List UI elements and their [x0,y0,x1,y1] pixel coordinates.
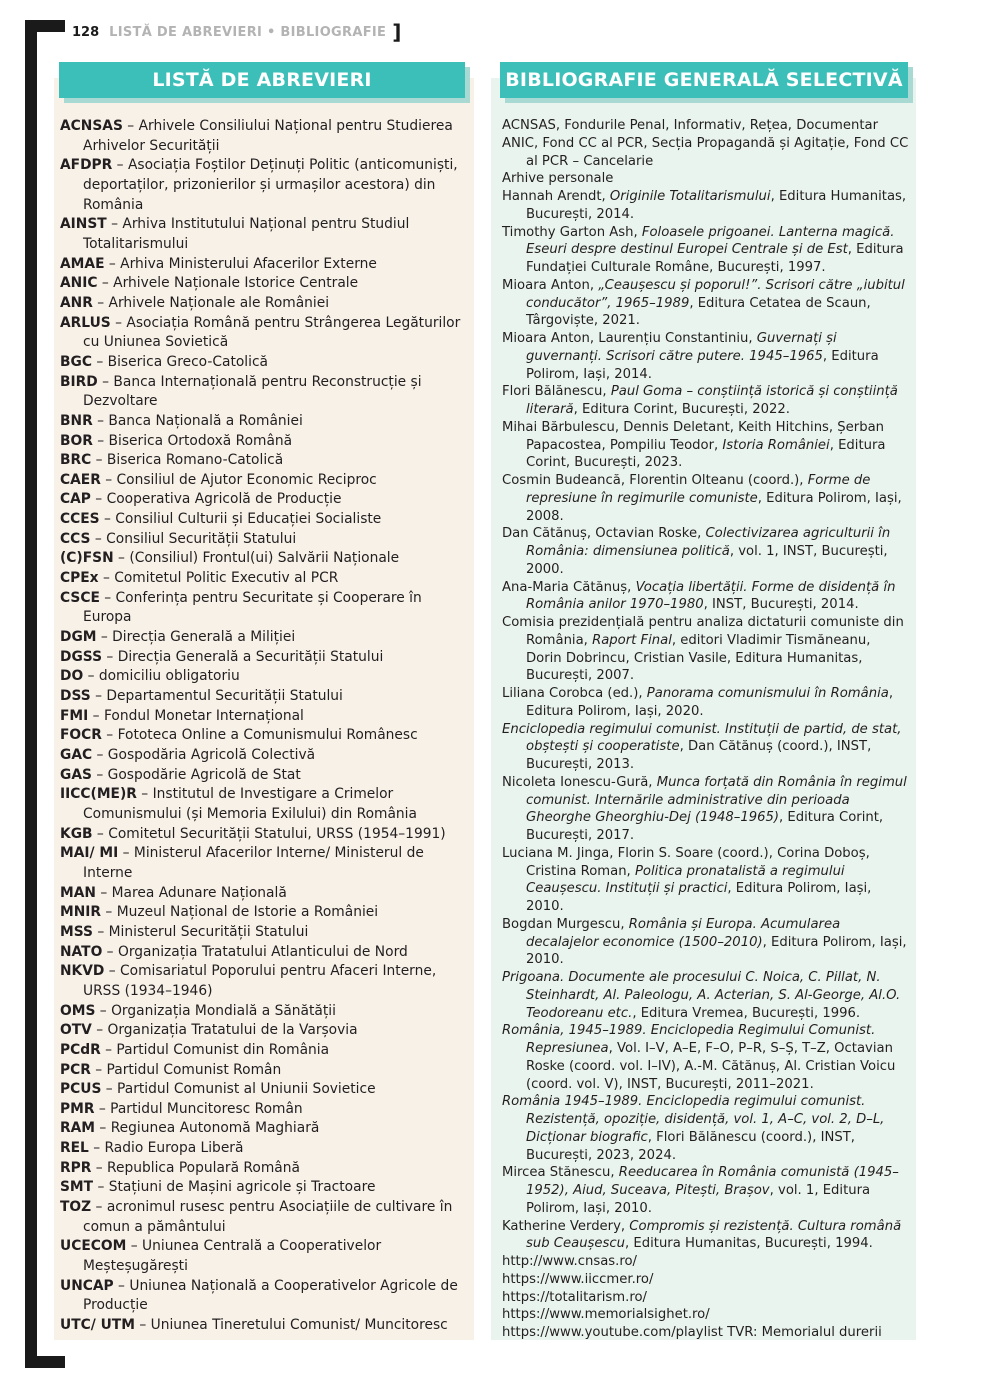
abbreviation-entry [60,962,465,1001]
abbreviation-definition: – Banca Națională a României [92,412,303,429]
abbreviation-code: CPEx [60,570,99,587]
abbreviation-code: PCdR [60,1041,101,1058]
abbreviation-definition: – Uniunea Tineretului Comunist/ Muncitoresc [134,1317,448,1334]
abbreviation-definition: – Organizația Tratatului Atlanticului de Nord [102,943,408,960]
abbreviation-entry [60,530,465,550]
bibliography-text-segment: ANIC, Fond CC al PCR, Secția Propagandă și Agitație, Fond CC al PCR – Cancelarie [502,135,909,169]
abbreviation-code: BRC [60,452,92,469]
abbreviation-code: DSS [60,688,91,705]
abbreviation-code: DGM [60,629,97,646]
bibliography-text-segment: Liliana Corobca (ed.), [502,686,647,701]
abbreviation-definition: – Ministerul Afacerilor Interne/ Ministerul de Interne [83,845,424,881]
abbreviation-entry [60,1080,465,1100]
abbreviation-entry [60,117,465,156]
abbreviation-code: OTV [60,1022,92,1039]
abbreviation-definition: – Partidul Comunist al Uniunii Sovietice [101,1081,376,1098]
abbreviation-entry [60,726,465,746]
bibliography-title-segment: Munca forțată din România în regimul comunist. Internările administrative din perioada Gheorghe Gheorghiu-Dej (1948–1965) [526,774,907,826]
abbreviations-heading: LISTĂ DE ABREVIERI [59,62,465,98]
abbreviation-entry [60,156,465,215]
abbreviation-code: BNR [60,412,93,429]
bibliography-heading: BIBLIOGRAFIE GENERALĂ SELECTIVĂ [500,62,908,98]
abbreviation-definition: – Marea Adunare Națională [95,884,287,901]
abbreviation-code: AFDPR [60,157,113,174]
abbreviation-entry [60,432,465,452]
abbreviation-definition: – Institutul de Investigare a Crimelor Comunismului (și Memoria Exilului) din România [83,786,417,822]
abbreviation-entry [60,1061,465,1081]
abbreviation-entry [60,274,465,294]
bibliography-text-segment: https://www.youtube.com/playlist TVR: Memorialul durerii [502,1325,882,1340]
abbreviation-entry [60,1100,465,1120]
abbreviation-definition: – Cooperativa Agricolă de Producție [90,491,342,508]
bibliography-entry [502,1306,910,1324]
abbreviation-code: GAC [60,747,93,763]
abbreviation-entry [60,844,465,883]
bibliography-text-segment: ACNSAS, Fondurile Penal, Informativ, Rețea, Documentar [502,118,879,133]
bibliography-text-segment: , Editura Corint, București, 2022. [573,402,790,417]
abbreviation-code: BGC [60,353,92,370]
abbreviation-code: FMI [60,707,89,724]
abbreviation-code: OMS [60,1002,96,1019]
abbreviation-definition: – Gospodăria Agricolă Colectivă [92,747,316,763]
page-bracket-bottom [25,1356,65,1368]
abbreviation-definition: – Organizația Tratatului de la Varșovia [91,1022,358,1039]
bibliography-text-segment: , Editura Vremea, București, 1996. [632,1005,861,1021]
bibliography-title-segment: Compromis și rezistență. Cultura română sub Ceaușescu [526,1218,902,1252]
bibliography-title-segment: Enciclopedia regimului comunist. Instituții de partid, de stat, obștești și cooperatiste [502,721,902,755]
abbreviation-code: MAN [60,884,96,901]
abbreviation-code: BOR [60,432,93,449]
bibliography-title-segment: Vocația libertății. Forme de disidență în România anilor 1970–1980 [526,579,896,613]
bibliography-entry [502,1253,910,1271]
abbreviation-entry [60,412,465,432]
bibliography-entry [502,1022,910,1093]
bibliography-text-segment: , Editura Corint, București, 2017. [526,810,884,843]
abbreviation-definition: – Biserica Ortodoxă Română [92,432,293,449]
abbreviation-code: AINST [60,216,107,233]
abbreviation-entry [60,549,465,569]
abbreviation-entry [60,707,465,727]
abbreviation-definition: – Radio Europa Liberă [88,1140,244,1157]
bibliography-text-segment: , Editura Fundației Culturale Române, București, 1997. [526,242,904,275]
abbreviation-entry [60,353,465,373]
abbreviation-definition: – Arhivele Naționale Istorice Centrale [97,275,359,292]
bibliography-text-segment: Arhive personale [502,171,614,187]
abbreviation-entry [60,294,465,314]
abbreviation-entry [60,1316,465,1336]
bibliography-text-segment: , Editura Polirom, Iași, 2014. [526,348,879,382]
abbreviation-definition: – Partidul Muncitoresc Român [94,1100,303,1117]
bibliography-text-segment: , editori Vladimir Tismăneanu, Dorin Dobrincu, Cristian Vasile, Editura Humanitas, București, 2007. [526,632,871,684]
bibliography-entry [502,721,910,774]
bibliography-title-segment: Paul Goma – conștiință istorică și conștiință literară [526,384,898,417]
bibliography-text-segment: , INST, București, 2014. [703,597,859,613]
abbreviation-definition: – Uniunea Centrală a Cooperativelor Meșteșugărești [83,1238,382,1275]
abbreviation-definition: – Consiliul Culturii și Educației Socialiste [99,511,382,528]
bibliography-text-segment: Mioara Anton, Laurențiu Constantiniu, [502,331,757,346]
bibliography-entry [502,472,910,525]
bibliography-text-segment: Katherine Verdery, [502,1218,630,1234]
abbreviation-code: CSCE [60,589,100,606]
abbreviations-list [60,117,465,1336]
abbreviation-entry [60,1021,465,1041]
bibliography-text-segment: Mihai Bărbulescu, Dennis Deletant, Keith Hitchins, Șerban Papacostea, Pompiliu Teodor, [502,419,885,453]
abbreviation-code: SMT [60,1179,94,1196]
abbreviation-definition: – Regiunea Autonomă Maghiară [95,1120,320,1137]
abbreviation-entry [60,471,465,491]
bibliography-text-segment: , Editura Humanitas, București, 1994. [625,1236,873,1252]
bibliography-entry [502,383,910,419]
abbreviation-code: DGSS [60,648,103,665]
abbreviation-entry [60,589,465,628]
abbreviation-entry [60,314,465,353]
bibliography-text-segment: Bogdan Murgescu, [502,916,629,932]
bibliography-title-segment: Panorama comunismului în România [646,686,889,701]
abbreviation-definition: – Partidul Comunist din România [100,1041,330,1058]
bibliography-text-segment: Cosmin Budeancă, Florentin Olteanu (coord.), [502,473,808,488]
bibliography-text-segment: , Editura Polirom, Iași, 2020. [526,686,894,719]
bibliography-entry [502,1324,910,1342]
bibliography-title-segment: Politica pronatalistă a regimului Ceaușescu. Instituții și practici [526,863,845,897]
bibliography-entry [502,1093,910,1164]
abbreviation-definition: – acronimul rusesc pentru Asociațiile de cultivare în comun a pământului [83,1199,453,1235]
bibliography-title-segment: Guvernați și guvernanți. Scrisori către putere. 1945–1965 [526,331,837,364]
abbreviation-entry [60,1178,465,1198]
abbreviation-entry [60,766,465,786]
abbreviation-code: MNIR [60,904,102,921]
bibliography-text-segment: , Editura Polirom, Iași, 2010. [526,934,907,968]
abbreviation-definition: – Banca Internațională pentru Reconstrucție și Dezvoltare [83,373,422,410]
bibliography-entry [502,916,910,969]
bibliography-text-segment: , Editura Corint, București, 2023. [526,437,886,471]
abbreviation-code: MAI/ MI [60,845,119,862]
abbreviation-entry [60,451,465,471]
abbreviation-code: AMAE [60,255,105,272]
abbreviation-code: (C)FSN [60,550,114,567]
abbreviation-definition: – Asociația Română pentru Strângerea Legăturilor cu Uniunea Sovietică [83,314,461,351]
bibliography-title-segment: Originile Totalitarismului [609,189,771,204]
abbreviation-entry [60,923,465,943]
abbreviation-code: TOZ [60,1199,92,1216]
bibliography-title-segment: Prigoana. Documente ale procesului C. Noica, C. Pillat, N. Steinhardt, Al. Paleologu, A. Acterian, S. Al-George, Al.O. Teodoreanu etc. [502,970,901,1021]
abbreviation-definition: – Asociația Foștilor Deținuți Politic (anticomuniști, deportaților, prizonierilor și urmașilor acestora) din România [83,157,458,213]
abbreviation-definition: – Comitetul Politic Executiv al PCR [98,570,339,587]
bibliography-text-segment: Nicoleta Ionescu-Gură, [502,774,657,790]
abbreviation-entry [60,785,465,824]
abbreviation-entry [60,943,465,963]
abbreviation-definition: – Partidul Comunist Român [90,1061,282,1078]
bibliography-entry [502,614,910,685]
bibliography-list [502,117,910,1342]
bibliography-text-segment: http://www.cnsas.ro/ [502,1254,638,1269]
abbreviation-code: ACNSAS [60,118,123,134]
abbreviation-entry [60,490,465,510]
abbreviation-code: PCR [60,1061,91,1078]
abbreviation-code: RAM [60,1120,96,1137]
abbreviation-definition: – Direcția Generală a Securității Statului [102,648,384,665]
abbreviation-definition: – Organizația Mondială a Sănătății [95,1002,336,1019]
abbreviation-code: UNCAP [60,1277,114,1294]
bibliography-title-segment: România, 1945–1989. Enciclopedia Regimului Comunist. Represiunea [502,1023,876,1056]
abbreviation-code: IICC(ME)R [60,786,137,803]
bibliography-text-segment: https://www.memorialsighet.ro/ [502,1307,710,1323]
bibliography-entry [502,419,910,472]
abbreviation-code: GAS [60,766,92,783]
abbreviation-code: UCECOM [60,1238,127,1255]
abbreviation-entry [60,1198,465,1237]
abbreviation-entry [60,746,465,766]
abbreviation-entry [60,825,465,845]
abbreviation-entry [60,215,465,254]
bibliography-text-segment: , Editura Polirom, Iași, 2008. [526,490,902,524]
bibliography-text-segment: , Editura Humanitas, București, 2014. [526,189,907,222]
bibliography-title-segment: Istoria României [722,437,830,453]
page-number: 128 [72,24,100,40]
bibliography-entry [502,969,910,1022]
bibliography-entry [502,117,910,135]
bibliography-text-segment: Flori Bălănescu, [502,384,611,400]
bibliography-text-segment: Luciana M. Jinga, Florin S. Soare (coord.), Corina Doboș, Cristina Roman, [502,845,870,879]
bibliography-title-segment: România 1945–1989. Enciclopedia regimului comunist. Rezistență, opoziție, disidență, vol. 1, A–C, vol. 2, D–L, Dicționar biografic [502,1094,885,1145]
abbreviation-code: NATO [60,943,103,960]
abbreviation-definition: – Republica Populară Română [91,1159,300,1176]
abbreviation-definition: – Departamentul Securității Statului [90,688,343,705]
abbreviation-entry [60,510,465,530]
abbreviation-entry [60,1002,465,1022]
abbreviation-definition: – Fototeca Online a Comunismului Românesc [101,727,418,744]
abbreviation-code: MSS [60,923,93,940]
bibliography-text-segment: Ana-Maria Cătănuș, [502,579,636,595]
abbreviation-code: FOCR [60,727,102,744]
abbreviation-code: BIRD [60,373,98,390]
abbreviation-definition: – Ministerul Securității Statului [92,923,309,940]
bibliography-entry [502,135,910,171]
bibliography-text-segment: Mioara Anton, [502,277,599,293]
bibliography-title-segment: România și Europa. Acumularea decalajelor economice (1500–2010) [526,916,841,950]
abbreviation-code: ANR [60,294,93,311]
abbreviation-entry [60,1139,465,1159]
bibliography-text-segment: Comisia prezidențială pentru analiza dictaturii comuniste din România, [502,615,904,648]
bibliography-text-segment: , Editura Polirom, Iași, 2010. [526,881,872,914]
bibliography-text-segment: , Editura Cetatea de Scaun, Târgoviște, 2021. [526,295,871,329]
abbreviation-entry [60,628,465,648]
abbreviation-definition: – Direcția Generală a Miliției [96,629,296,646]
bibliography-entry [502,579,910,615]
abbreviation-entry [60,255,465,275]
abbreviation-definition: – Conferința pentru Securitate și Cooperare în Europa [83,589,422,626]
abbreviation-entry [60,903,465,923]
abbreviation-code: CCS [60,530,91,547]
abbreviation-entry [60,569,465,589]
bibliography-entry [502,685,910,721]
running-header [72,20,401,44]
page-bracket-frame [25,20,37,1368]
bibliography-entry [502,330,910,383]
abbreviation-code: CAP [60,491,91,508]
abbreviation-definition: – domiciliu obligatoriu [83,668,240,685]
abbreviation-entry [60,1119,465,1139]
abbreviation-definition: – Comisariatul Poporului pentru Afaceri Interne, URSS (1934–1946) [83,963,437,999]
abbreviation-entry [60,1277,465,1316]
abbreviation-entry [60,1159,465,1179]
bibliography-text-segment: https://totalitarism.ro/ [502,1289,647,1305]
abbreviation-entry [60,648,465,668]
abbreviation-definition: – Consiliul de Ajutor Economic Reciproc [100,471,377,488]
bibliography-text-segment: , Vol. I–V, A–E, F–O, P–R, S–Ș, T–Z, Octavian Roske (coord. vol. I–IV), A.-M. Cătănuș, Al. Cristian Voicu (coord. vol. V), INST, București, 2011–2021. [526,1041,896,1092]
running-title: LISTĂ DE ABREVIERI • BIBLIOGRAFIE [109,24,387,40]
bibliography-entry [502,525,910,578]
abbreviation-code: REL [60,1140,89,1157]
abbreviation-code: CAER [60,471,101,488]
abbreviation-code: DO [60,668,84,685]
abbreviation-definition: – Consiliul Securității Statului [90,530,297,547]
abbreviation-definition: – Stațiuni de Mașini agricole și Tractoare [93,1179,376,1196]
bibliography-title-segment: Forme de represiune în regimurile comuniste [526,473,871,506]
abbreviation-entry [60,1237,465,1276]
abbreviation-definition: – Arhiva Ministerului Afacerilor Externe [104,255,377,272]
abbreviation-code: KGB [60,825,93,842]
bibliography-title-segment: Reeducarea în România comunistă (1945–1952), Aiud, Suceava, Pitești, Brașov [526,1165,899,1198]
bibliography-text-segment: Timothy Garton Ash, [502,224,642,240]
abbreviation-entry [60,1041,465,1061]
bibliography-text-segment: , vol. 1, INST, București, 2000. [526,544,888,577]
abbreviation-code: ANIC [60,275,98,292]
abbreviation-code: ARLUS [60,314,111,331]
abbreviation-definition: – Arhiva Institutului Național pentru Studiul Totalitarismului [83,216,410,252]
bibliography-text-segment: Dan Cătănuș, Octavian Roske, [502,526,706,542]
abbreviation-entry [60,687,465,707]
abbreviation-definition: – Uniunea Națională a Cooperativelor Agricole de Producție [83,1277,458,1314]
bibliography-entry [502,1271,910,1289]
abbreviation-definition: – Fondul Monetar Internațional [88,707,304,724]
abbreviation-definition: – Comitetul Securității Statului, URSS (1954–1991) [92,825,446,842]
bibliography-title-segment: Foloasele prigoanei. Lanterna magică. Eseuri despre destinul Europei Centrale și de Est [526,224,895,258]
abbreviation-entry [60,667,465,687]
abbreviation-code: PMR [60,1100,95,1117]
abbreviation-definition: – Gospodărie Agricolă de Stat [91,766,301,783]
abbreviation-definition: – Arhivele Naționale ale României [92,294,330,311]
bibliography-entry [502,170,910,188]
abbreviation-definition: – (Consiliul) Frontul(ui) Salvării Naționale [113,550,400,567]
abbreviation-code: CCES [60,511,100,528]
abbreviation-entry [60,373,465,412]
abbreviation-definition: – Arhivele Consiliului Național pentru Studierea Arhivelor Securității [83,118,453,154]
bibliography-text-segment: , Flori Bălănescu (coord.), INST, București, 2023, 2024. [526,1129,855,1163]
abbreviation-definition: – Biserica Greco-Catolică [91,353,269,370]
bibliography-title-segment: Raport Final [592,632,672,648]
bibliography-title-segment: „Ceaușescu și poporul!”. Scrisori către „iubitul conducător”, 1965–1989 [526,277,905,311]
running-title-bracket: ] [392,20,402,44]
page-bracket-top [25,20,65,38]
bibliography-entry [502,1218,910,1254]
bibliography-entry [502,188,910,224]
bibliography-entry [502,224,910,277]
bibliography-entry [502,774,910,845]
abbreviation-code: UTC/ UTM [60,1317,135,1334]
bibliography-text-segment: , Dan Cătănuș (coord.), INST, București, 2013. [526,739,872,772]
abbreviation-code: RPR [60,1159,92,1176]
abbreviation-code: NKVD [60,963,105,980]
abbreviation-entry [60,884,465,904]
bibliography-entry [502,1289,910,1307]
bibliography-entry [502,277,910,330]
bibliography-text-segment: Mircea Stănescu, [502,1165,619,1181]
abbreviation-definition: – Biserica Romano-Catolică [91,452,284,469]
abbreviation-code: PCUS [60,1081,102,1098]
bibliography-text-segment: , vol. 1, Editura Polirom, Iași, 2010. [526,1183,871,1216]
bibliography-title-segment: Colectivizarea agriculturii în România: dimensiunea politică [526,526,891,559]
bibliography-text-segment: Hannah Arendt, [502,189,610,204]
bibliography-text-segment: https://www.iiccmer.ro/ [502,1271,654,1287]
bibliography-entry [502,845,910,916]
bibliography-entry [502,1164,910,1217]
abbreviation-definition: – Muzeul Național de Istorie a României [101,904,379,921]
